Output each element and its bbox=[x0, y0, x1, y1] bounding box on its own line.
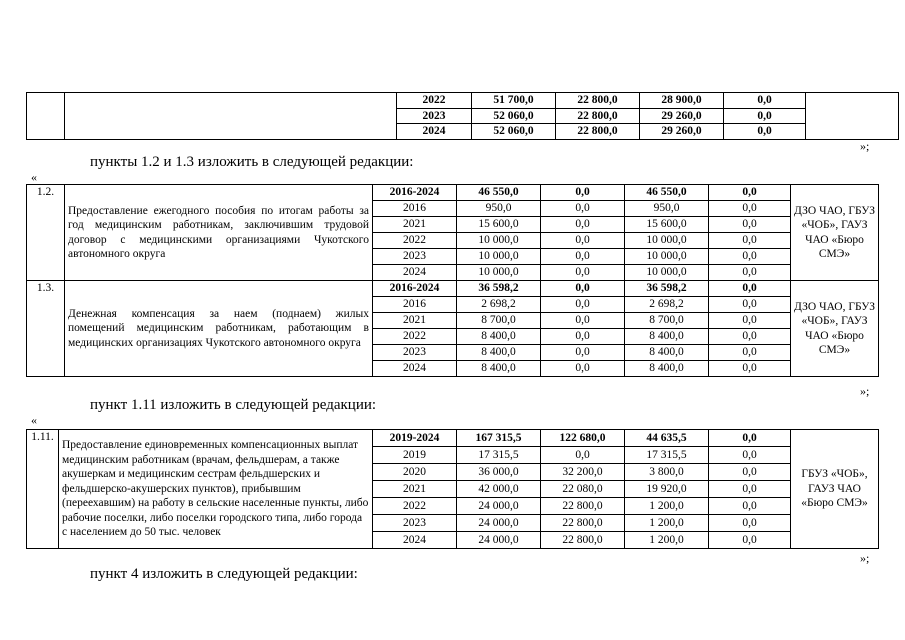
year-cell: 2021 bbox=[373, 217, 457, 233]
total-cell: 10 000,0 bbox=[457, 233, 541, 249]
closing-quote: »; bbox=[860, 139, 870, 153]
federal-cell: 22 800,0 bbox=[556, 124, 640, 140]
regional-cell: 1 200,0 bbox=[625, 515, 709, 532]
year-cell: 2023 bbox=[397, 108, 472, 124]
items-table-2 bbox=[26, 429, 879, 549]
other-cell: 0,0 bbox=[709, 313, 791, 329]
federal-cell: 0,0 bbox=[541, 265, 625, 281]
total-cell: 10 000,0 bbox=[457, 265, 541, 281]
closing-quote: »; bbox=[860, 384, 870, 398]
federal-cell: 22 800,0 bbox=[556, 93, 640, 109]
regional-cell: 1 200,0 bbox=[625, 498, 709, 515]
regional-cell: 36 598,2 bbox=[625, 281, 709, 297]
year-cell: 2024 bbox=[373, 532, 457, 549]
regional-cell: 10 000,0 bbox=[625, 265, 709, 281]
year-cell: 2022 bbox=[373, 329, 457, 345]
table-row bbox=[27, 430, 879, 447]
regional-cell: 44 635,5 bbox=[625, 430, 709, 447]
item-description: Денежная компенсация за наем (поднаем) жилых помещений медицинским работникам, работающим в медицинских организациях Чукотского автономного округа bbox=[65, 281, 373, 377]
regional-cell: 28 900,0 bbox=[640, 93, 724, 109]
items-table-1 bbox=[26, 184, 879, 377]
total-cell: 950,0 bbox=[457, 201, 541, 217]
federal-cell: 22 080,0 bbox=[541, 481, 625, 498]
total-cell: 167 315,5 bbox=[457, 430, 541, 447]
table-row bbox=[27, 185, 879, 201]
other-cell: 0,0 bbox=[724, 124, 806, 140]
total-cell: 24 000,0 bbox=[457, 515, 541, 532]
total-cell: 52 060,0 bbox=[472, 108, 556, 124]
regional-cell: 950,0 bbox=[625, 201, 709, 217]
total-cell: 8 400,0 bbox=[457, 361, 541, 377]
total-cell: 8 700,0 bbox=[457, 313, 541, 329]
fragment-table bbox=[26, 92, 899, 140]
other-cell: 0,0 bbox=[709, 233, 791, 249]
regional-cell: 8 400,0 bbox=[625, 361, 709, 377]
total-cell: 17 315,5 bbox=[457, 447, 541, 464]
other-cell: 0,0 bbox=[709, 281, 791, 297]
year-cell: 2023 bbox=[373, 249, 457, 265]
year-cell: 2023 bbox=[373, 345, 457, 361]
regional-cell: 3 800,0 bbox=[625, 464, 709, 481]
regional-cell: 8 700,0 bbox=[625, 313, 709, 329]
other-cell: 0,0 bbox=[709, 185, 791, 201]
federal-cell: 22 800,0 bbox=[541, 532, 625, 549]
item-executor: ГБУЗ «ЧОБ», ГАУЗ ЧАО «Бюро СМЭ» bbox=[791, 430, 879, 549]
year-cell: 2024 bbox=[373, 361, 457, 377]
regional-cell: 46 550,0 bbox=[625, 185, 709, 201]
item-number: 1.2. bbox=[27, 185, 65, 281]
federal-cell: 22 800,0 bbox=[541, 515, 625, 532]
total-cell: 15 600,0 bbox=[457, 217, 541, 233]
item-description: Предоставление единовременных компенсационных выплат медицинским работникам (врачам, фельдшерам, а также акушеркам и медицинским сестрам фельдшерских и фельдшерско-акушерских пунктов), прибывшим (переехавшим) на работу в сельские населенные пункты, либо рабочие поселки, либо поселки городского типа, либо города с населением до 50 тыс. человек bbox=[59, 430, 373, 549]
other-cell: 0,0 bbox=[709, 361, 791, 377]
federal-cell: 0,0 bbox=[541, 201, 625, 217]
year-cell: 2023 bbox=[373, 515, 457, 532]
regional-cell: 2 698,2 bbox=[625, 297, 709, 313]
number-cell bbox=[27, 93, 65, 140]
other-cell: 0,0 bbox=[709, 329, 791, 345]
federal-cell: 122 680,0 bbox=[541, 430, 625, 447]
description-cell bbox=[65, 93, 397, 140]
federal-cell: 0,0 bbox=[541, 217, 625, 233]
federal-cell: 32 200,0 bbox=[541, 464, 625, 481]
year-cell: 2016-2024 bbox=[373, 281, 457, 297]
year-cell: 2022 bbox=[397, 93, 472, 109]
executor-cell bbox=[806, 93, 899, 140]
other-cell: 0,0 bbox=[709, 430, 791, 447]
total-cell: 2 698,2 bbox=[457, 297, 541, 313]
regional-cell: 1 200,0 bbox=[625, 532, 709, 549]
federal-cell: 0,0 bbox=[541, 329, 625, 345]
year-cell: 2016 bbox=[373, 297, 457, 313]
federal-cell: 0,0 bbox=[541, 345, 625, 361]
year-cell: 2024 bbox=[397, 124, 472, 140]
item-executor: ДЗО ЧАО, ГБУЗ «ЧОБ», ГАУЗ ЧАО «Бюро СМЭ» bbox=[791, 281, 879, 377]
table-row bbox=[27, 93, 899, 109]
total-cell: 36 000,0 bbox=[457, 464, 541, 481]
year-cell: 2021 bbox=[373, 313, 457, 329]
regional-cell: 10 000,0 bbox=[625, 249, 709, 265]
regional-cell: 8 400,0 bbox=[625, 329, 709, 345]
other-cell: 0,0 bbox=[709, 345, 791, 361]
closing-quote: »; bbox=[860, 551, 870, 565]
regional-cell: 19 920,0 bbox=[625, 481, 709, 498]
year-cell: 2019-2024 bbox=[373, 430, 457, 447]
federal-cell: 22 800,0 bbox=[556, 108, 640, 124]
federal-cell: 0,0 bbox=[541, 313, 625, 329]
federal-cell: 0,0 bbox=[541, 249, 625, 265]
year-cell: 2019 bbox=[373, 447, 457, 464]
federal-cell: 0,0 bbox=[541, 233, 625, 249]
opening-quote: « bbox=[31, 413, 37, 427]
year-cell: 2016 bbox=[373, 201, 457, 217]
total-cell: 24 000,0 bbox=[457, 532, 541, 549]
other-cell: 0,0 bbox=[709, 464, 791, 481]
regional-cell: 29 260,0 bbox=[640, 108, 724, 124]
other-cell: 0,0 bbox=[709, 265, 791, 281]
section-heading: пункт 1.11 изложить в следующей редакции: bbox=[90, 397, 377, 413]
item-description: Предоставление ежегодного пособия по итогам работы за год медицинским работникам, заключившим трудовой договор с медицинскими организациями Чукотского автономного округа bbox=[65, 185, 373, 281]
regional-cell: 10 000,0 bbox=[625, 233, 709, 249]
item-number: 1.11. bbox=[27, 430, 59, 549]
other-cell: 0,0 bbox=[709, 447, 791, 464]
year-cell: 2020 bbox=[373, 464, 457, 481]
year-cell: 2022 bbox=[373, 498, 457, 515]
federal-cell: 0,0 bbox=[541, 297, 625, 313]
total-cell: 36 598,2 bbox=[457, 281, 541, 297]
section-heading: пункты 1.2 и 1.3 изложить в следующей редакции: bbox=[90, 154, 414, 170]
year-cell: 2016-2024 bbox=[373, 185, 457, 201]
federal-cell: 0,0 bbox=[541, 447, 625, 464]
federal-cell: 0,0 bbox=[541, 185, 625, 201]
regional-cell: 8 400,0 bbox=[625, 345, 709, 361]
total-cell: 42 000,0 bbox=[457, 481, 541, 498]
total-cell: 8 400,0 bbox=[457, 329, 541, 345]
total-cell: 8 400,0 bbox=[457, 345, 541, 361]
federal-cell: 0,0 bbox=[541, 361, 625, 377]
other-cell: 0,0 bbox=[709, 515, 791, 532]
total-cell: 10 000,0 bbox=[457, 249, 541, 265]
other-cell: 0,0 bbox=[709, 498, 791, 515]
total-cell: 52 060,0 bbox=[472, 124, 556, 140]
year-cell: 2024 bbox=[373, 265, 457, 281]
other-cell: 0,0 bbox=[709, 297, 791, 313]
opening-quote: « bbox=[31, 170, 37, 184]
other-cell: 0,0 bbox=[709, 201, 791, 217]
table-row bbox=[27, 281, 879, 297]
item-executor: ДЗО ЧАО, ГБУЗ «ЧОБ», ГАУЗ ЧАО «Бюро СМЭ» bbox=[791, 185, 879, 281]
other-cell: 0,0 bbox=[709, 249, 791, 265]
year-cell: 2021 bbox=[373, 481, 457, 498]
total-cell: 51 700,0 bbox=[472, 93, 556, 109]
section-heading: пункт 4 изложить в следующей редакции: bbox=[90, 566, 358, 582]
federal-cell: 0,0 bbox=[541, 281, 625, 297]
total-cell: 24 000,0 bbox=[457, 498, 541, 515]
other-cell: 0,0 bbox=[709, 481, 791, 498]
year-cell: 2022 bbox=[373, 233, 457, 249]
other-cell: 0,0 bbox=[709, 532, 791, 549]
regional-cell: 29 260,0 bbox=[640, 124, 724, 140]
other-cell: 0,0 bbox=[724, 108, 806, 124]
regional-cell: 17 315,5 bbox=[625, 447, 709, 464]
federal-cell: 22 800,0 bbox=[541, 498, 625, 515]
other-cell: 0,0 bbox=[724, 93, 806, 109]
other-cell: 0,0 bbox=[709, 217, 791, 233]
item-number: 1.3. bbox=[27, 281, 65, 377]
regional-cell: 15 600,0 bbox=[625, 217, 709, 233]
total-cell: 46 550,0 bbox=[457, 185, 541, 201]
